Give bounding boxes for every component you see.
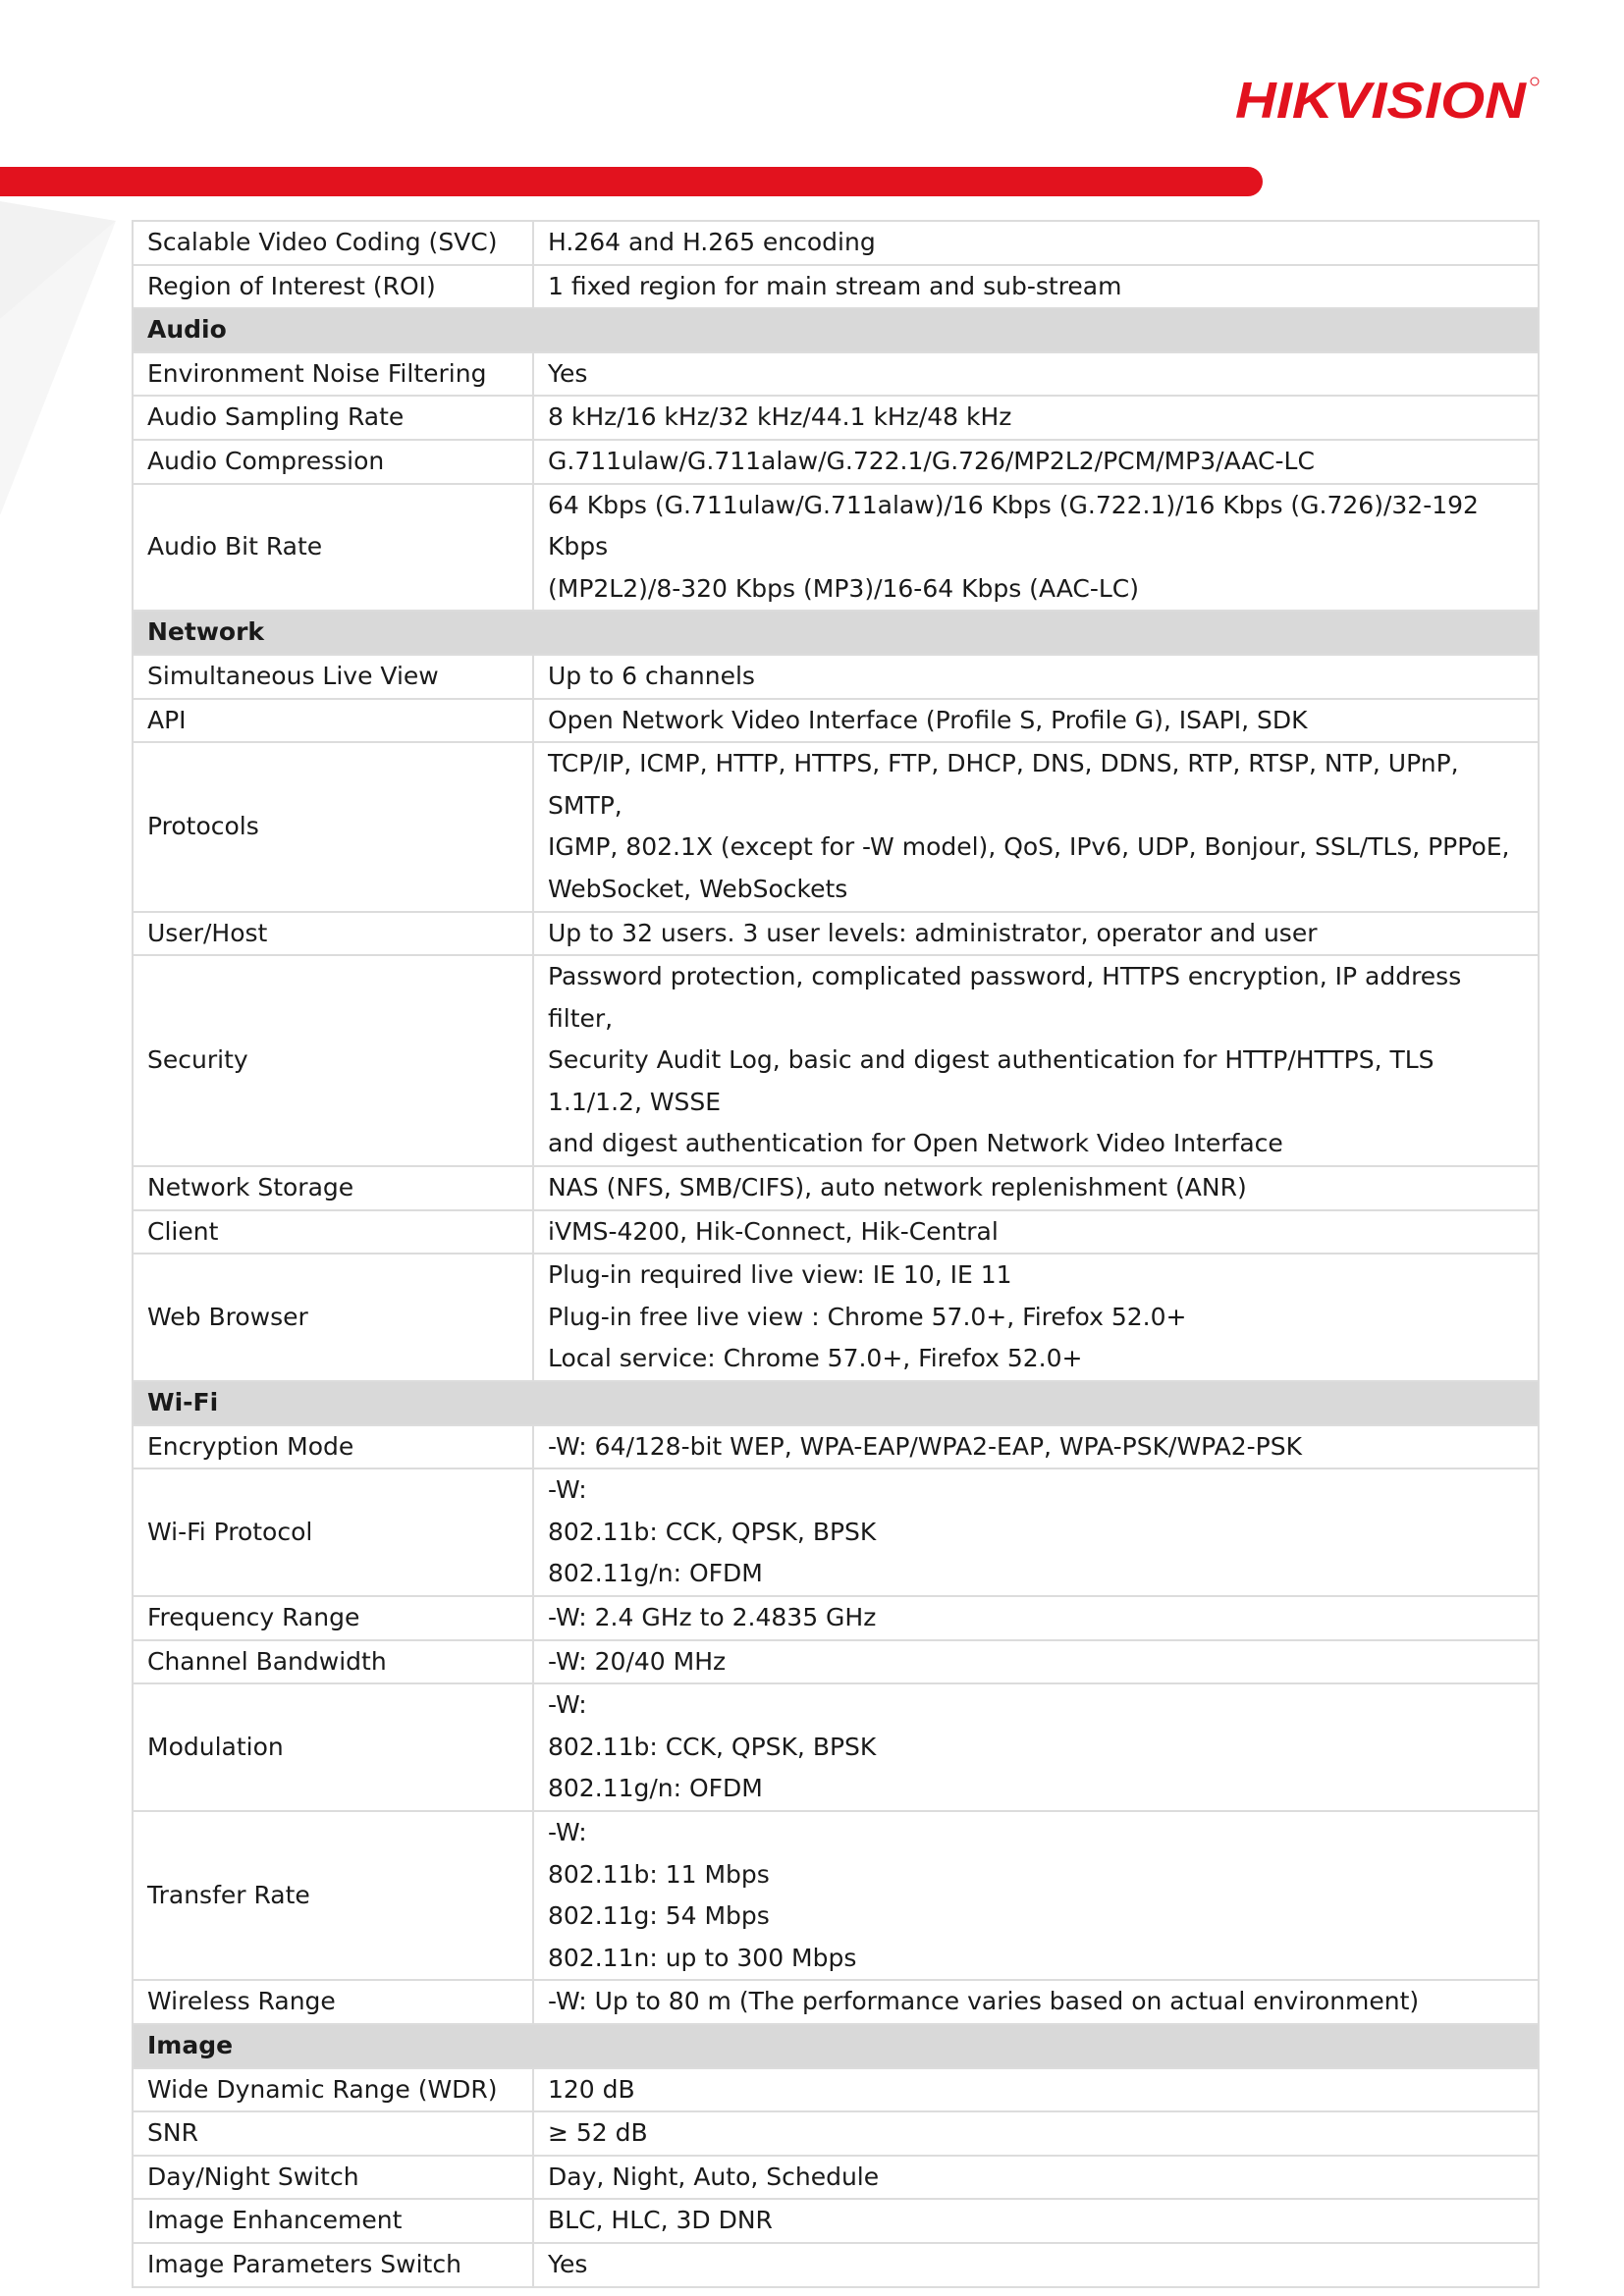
logo-text: HIKVISION <box>1235 73 1528 126</box>
spec-value-line: -W: Up to 80 m (The performance varies based on actual environment) <box>548 1987 1420 2016</box>
spec-value-line: -W: 2.4 GHz to 2.4835 GHz <box>548 1603 877 1631</box>
spec-value <box>533 1425 1539 1469</box>
spec-value-line: and digest authentication for Open Network Video Interface <box>548 1129 1283 1158</box>
spec-value <box>533 2111 1539 2156</box>
spec-value-line: 802.11n: up to 300 Mbps <box>548 1943 857 1972</box>
spec-row <box>133 2111 1539 2156</box>
section-header-row <box>133 611 1539 655</box>
spec-value <box>533 655 1539 699</box>
spec-row <box>133 912 1539 956</box>
spec-label: User/Host <box>133 912 533 956</box>
spec-row <box>133 2068 1539 2112</box>
spec-value-line: 802.11b: CCK, QPSK, BPSK <box>548 1732 877 1761</box>
spec-value-line: Plug-in free live view : Chrome 57.0+, Firefox 52.0+ <box>548 1302 1187 1331</box>
spec-value-line: Security Audit Log, basic and digest authentication for HTTP/HTTPS, TLS 1.1/1.2, WSSE <box>548 1045 1435 1116</box>
spec-value-line: 802.11g: 54 Mbps <box>548 1901 770 1931</box>
spec-value-line: Password protection, complicated password, HTTPS encryption, IP address filter, <box>548 962 1462 1033</box>
spec-value <box>533 396 1539 440</box>
spec-value <box>533 1468 1539 1596</box>
spec-value <box>533 742 1539 911</box>
spec-value-line: H.264 and H.265 encoding <box>548 228 876 256</box>
spec-value <box>533 1640 1539 1684</box>
spec-value-line: Yes <box>548 358 588 388</box>
spec-label: Wide Dynamic Range (WDR) <box>133 2068 533 2112</box>
section-header: Audio <box>133 308 1539 352</box>
spec-value-line: 1 fixed region for main stream and sub-stream <box>548 271 1122 300</box>
section-header: Image <box>133 2024 1539 2068</box>
spec-value-line: Up to 6 channels <box>548 661 755 690</box>
spec-value <box>533 2243 1539 2287</box>
spec-value-line: -W: <box>548 1475 587 1505</box>
spec-row <box>133 1640 1539 1684</box>
spec-value <box>533 2068 1539 2112</box>
spec-value-line: G.711ulaw/G.711alaw/G.722.1/G.726/MP2L2/PCM/MP3/AAC-LC <box>548 446 1315 475</box>
spec-label: Simultaneous Live View <box>133 655 533 699</box>
spec-row <box>133 352 1539 397</box>
spec-label: API <box>133 699 533 743</box>
spec-value-line: -W: <box>548 1817 587 1846</box>
spec-label: Environment Noise Filtering <box>133 352 533 397</box>
spec-value <box>533 1811 1539 1980</box>
spec-row <box>133 2243 1539 2287</box>
spec-label: Security <box>133 955 533 1166</box>
spec-label: Web Browser <box>133 1254 533 1381</box>
spec-row <box>133 1980 1539 2024</box>
spec-value-line: Day, Night, Auto, Schedule <box>548 2162 880 2191</box>
spec-value <box>533 352 1539 397</box>
spec-label: Image Parameters Switch <box>133 2243 533 2287</box>
spec-row <box>133 2156 1539 2200</box>
spec-row <box>133 1166 1539 1210</box>
spec-row <box>133 484 1539 612</box>
spec-value-line: 120 dB <box>548 2074 635 2104</box>
spec-value-line: NAS (NFS, SMB/CIFS), auto network replenishment (ANR) <box>548 1173 1247 1202</box>
spec-value <box>533 1166 1539 1210</box>
spec-row <box>133 1425 1539 1469</box>
spec-value <box>533 1980 1539 2024</box>
spec-row <box>133 221 1539 265</box>
section-header: Network <box>133 611 1539 655</box>
spec-label: Modulation <box>133 1683 533 1811</box>
spec-label: Audio Compression <box>133 440 533 484</box>
spec-row <box>133 1596 1539 1640</box>
spec-label: Day/Night Switch <box>133 2156 533 2200</box>
section-header-row <box>133 308 1539 352</box>
spec-table <box>132 220 1540 2288</box>
spec-row <box>133 265 1539 309</box>
spec-value-line: 8 kHz/16 kHz/32 kHz/44.1 kHz/48 kHz <box>548 402 1012 432</box>
spec-label: Channel Bandwidth <box>133 1640 533 1684</box>
spec-label: Client <box>133 1210 533 1255</box>
spec-value <box>533 912 1539 956</box>
spec-value-line: WebSocket, WebSockets <box>548 874 848 903</box>
spec-value <box>533 2199 1539 2243</box>
spec-row <box>133 440 1539 484</box>
spec-value <box>533 1254 1539 1381</box>
spec-row <box>133 1811 1539 1980</box>
spec-value <box>533 955 1539 1166</box>
spec-row <box>133 955 1539 1166</box>
spec-row <box>133 655 1539 699</box>
spec-value-line: 802.11g/n: OFDM <box>548 1559 763 1588</box>
spec-value-line: (MP2L2)/8-320 Kbps (MP3)/16-64 Kbps (AAC-LC) <box>548 573 1140 603</box>
spec-value-line: iVMS-4200, Hik-Connect, Hik-Central <box>548 1216 999 1246</box>
section-header-row <box>133 2024 1539 2068</box>
spec-row <box>133 2199 1539 2243</box>
spec-value-line: -W: 20/40 MHz <box>548 1646 727 1676</box>
spec-value-line: Plug-in required live view: IE 10, IE 11 <box>548 1260 1012 1290</box>
spec-row <box>133 1254 1539 1381</box>
spec-label: Audio Sampling Rate <box>133 396 533 440</box>
spec-value <box>533 221 1539 265</box>
spec-value <box>533 1683 1539 1811</box>
spec-value-line: -W: 64/128-bit WEP, WPA-EAP/WPA2-EAP, WPA-PSK/WPA2-PSK <box>548 1431 1303 1461</box>
spec-row <box>133 1468 1539 1596</box>
spec-label: Region of Interest (ROI) <box>133 265 533 309</box>
hikvision-logo <box>1235 73 1540 126</box>
spec-row <box>133 396 1539 440</box>
spec-label: Frequency Range <box>133 1596 533 1640</box>
spec-value <box>533 484 1539 612</box>
spec-label: Network Storage <box>133 1166 533 1210</box>
spec-value <box>533 265 1539 309</box>
header-red-bar <box>0 167 1263 196</box>
spec-value-line: IGMP, 802.1X (except for -W model), QoS, IPv6, UDP, Bonjour, SSL/TLS, PPPoE, <box>548 832 1510 862</box>
spec-value-line: Open Network Video Interface (Profile S, Profile G), ISAPI, SDK <box>548 705 1308 734</box>
spec-row <box>133 699 1539 743</box>
spec-value <box>533 699 1539 743</box>
section-header: Wi-Fi <box>133 1381 1539 1425</box>
spec-label: Image Enhancement <box>133 2199 533 2243</box>
spec-label: Transfer Rate <box>133 1811 533 1980</box>
background-watermark-shape <box>0 201 128 535</box>
spec-row <box>133 1210 1539 1255</box>
spec-label: SNR <box>133 2111 533 2156</box>
spec-value-line: 802.11g/n: OFDM <box>548 1774 763 1803</box>
spec-value-line: ≥ 52 dB <box>548 2118 648 2148</box>
section-header-row <box>133 1381 1539 1425</box>
spec-value <box>533 2156 1539 2200</box>
spec-value <box>533 1210 1539 1255</box>
spec-value-line: Up to 32 users. 3 user levels: administrator, operator and user <box>548 918 1318 947</box>
spec-value-line: -W: <box>548 1690 587 1720</box>
spec-label: Protocols <box>133 742 533 911</box>
spec-label: Scalable Video Coding (SVC) <box>133 221 533 265</box>
spec-row <box>133 742 1539 911</box>
spec-label: Audio Bit Rate <box>133 484 533 612</box>
spec-label: Wireless Range <box>133 1980 533 2024</box>
spec-value <box>533 1596 1539 1640</box>
spec-value-line: 64 Kbps (G.711ulaw/G.711alaw)/16 Kbps (G.722.1)/16 Kbps (G.726)/32-192 Kbps <box>548 490 1479 561</box>
spec-value-line: Yes <box>548 2249 588 2278</box>
spec-value-line: TCP/IP, ICMP, HTTP, HTTPS, FTP, DHCP, DNS, DDNS, RTP, RTSP, NTP, UPnP, SMTP, <box>548 749 1459 820</box>
spec-value-line: BLC, HLC, 3D DNR <box>548 2206 773 2235</box>
spec-row <box>133 1683 1539 1811</box>
spec-value <box>533 440 1539 484</box>
spec-label: Wi-Fi Protocol <box>133 1468 533 1596</box>
spec-value-line: 802.11b: 11 Mbps <box>548 1859 770 1889</box>
spec-label: Encryption Mode <box>133 1425 533 1469</box>
spec-value-line: Local service: Chrome 57.0+, Firefox 52.0+ <box>548 1344 1083 1373</box>
spec-value-line: 802.11b: CCK, QPSK, BPSK <box>548 1517 877 1546</box>
